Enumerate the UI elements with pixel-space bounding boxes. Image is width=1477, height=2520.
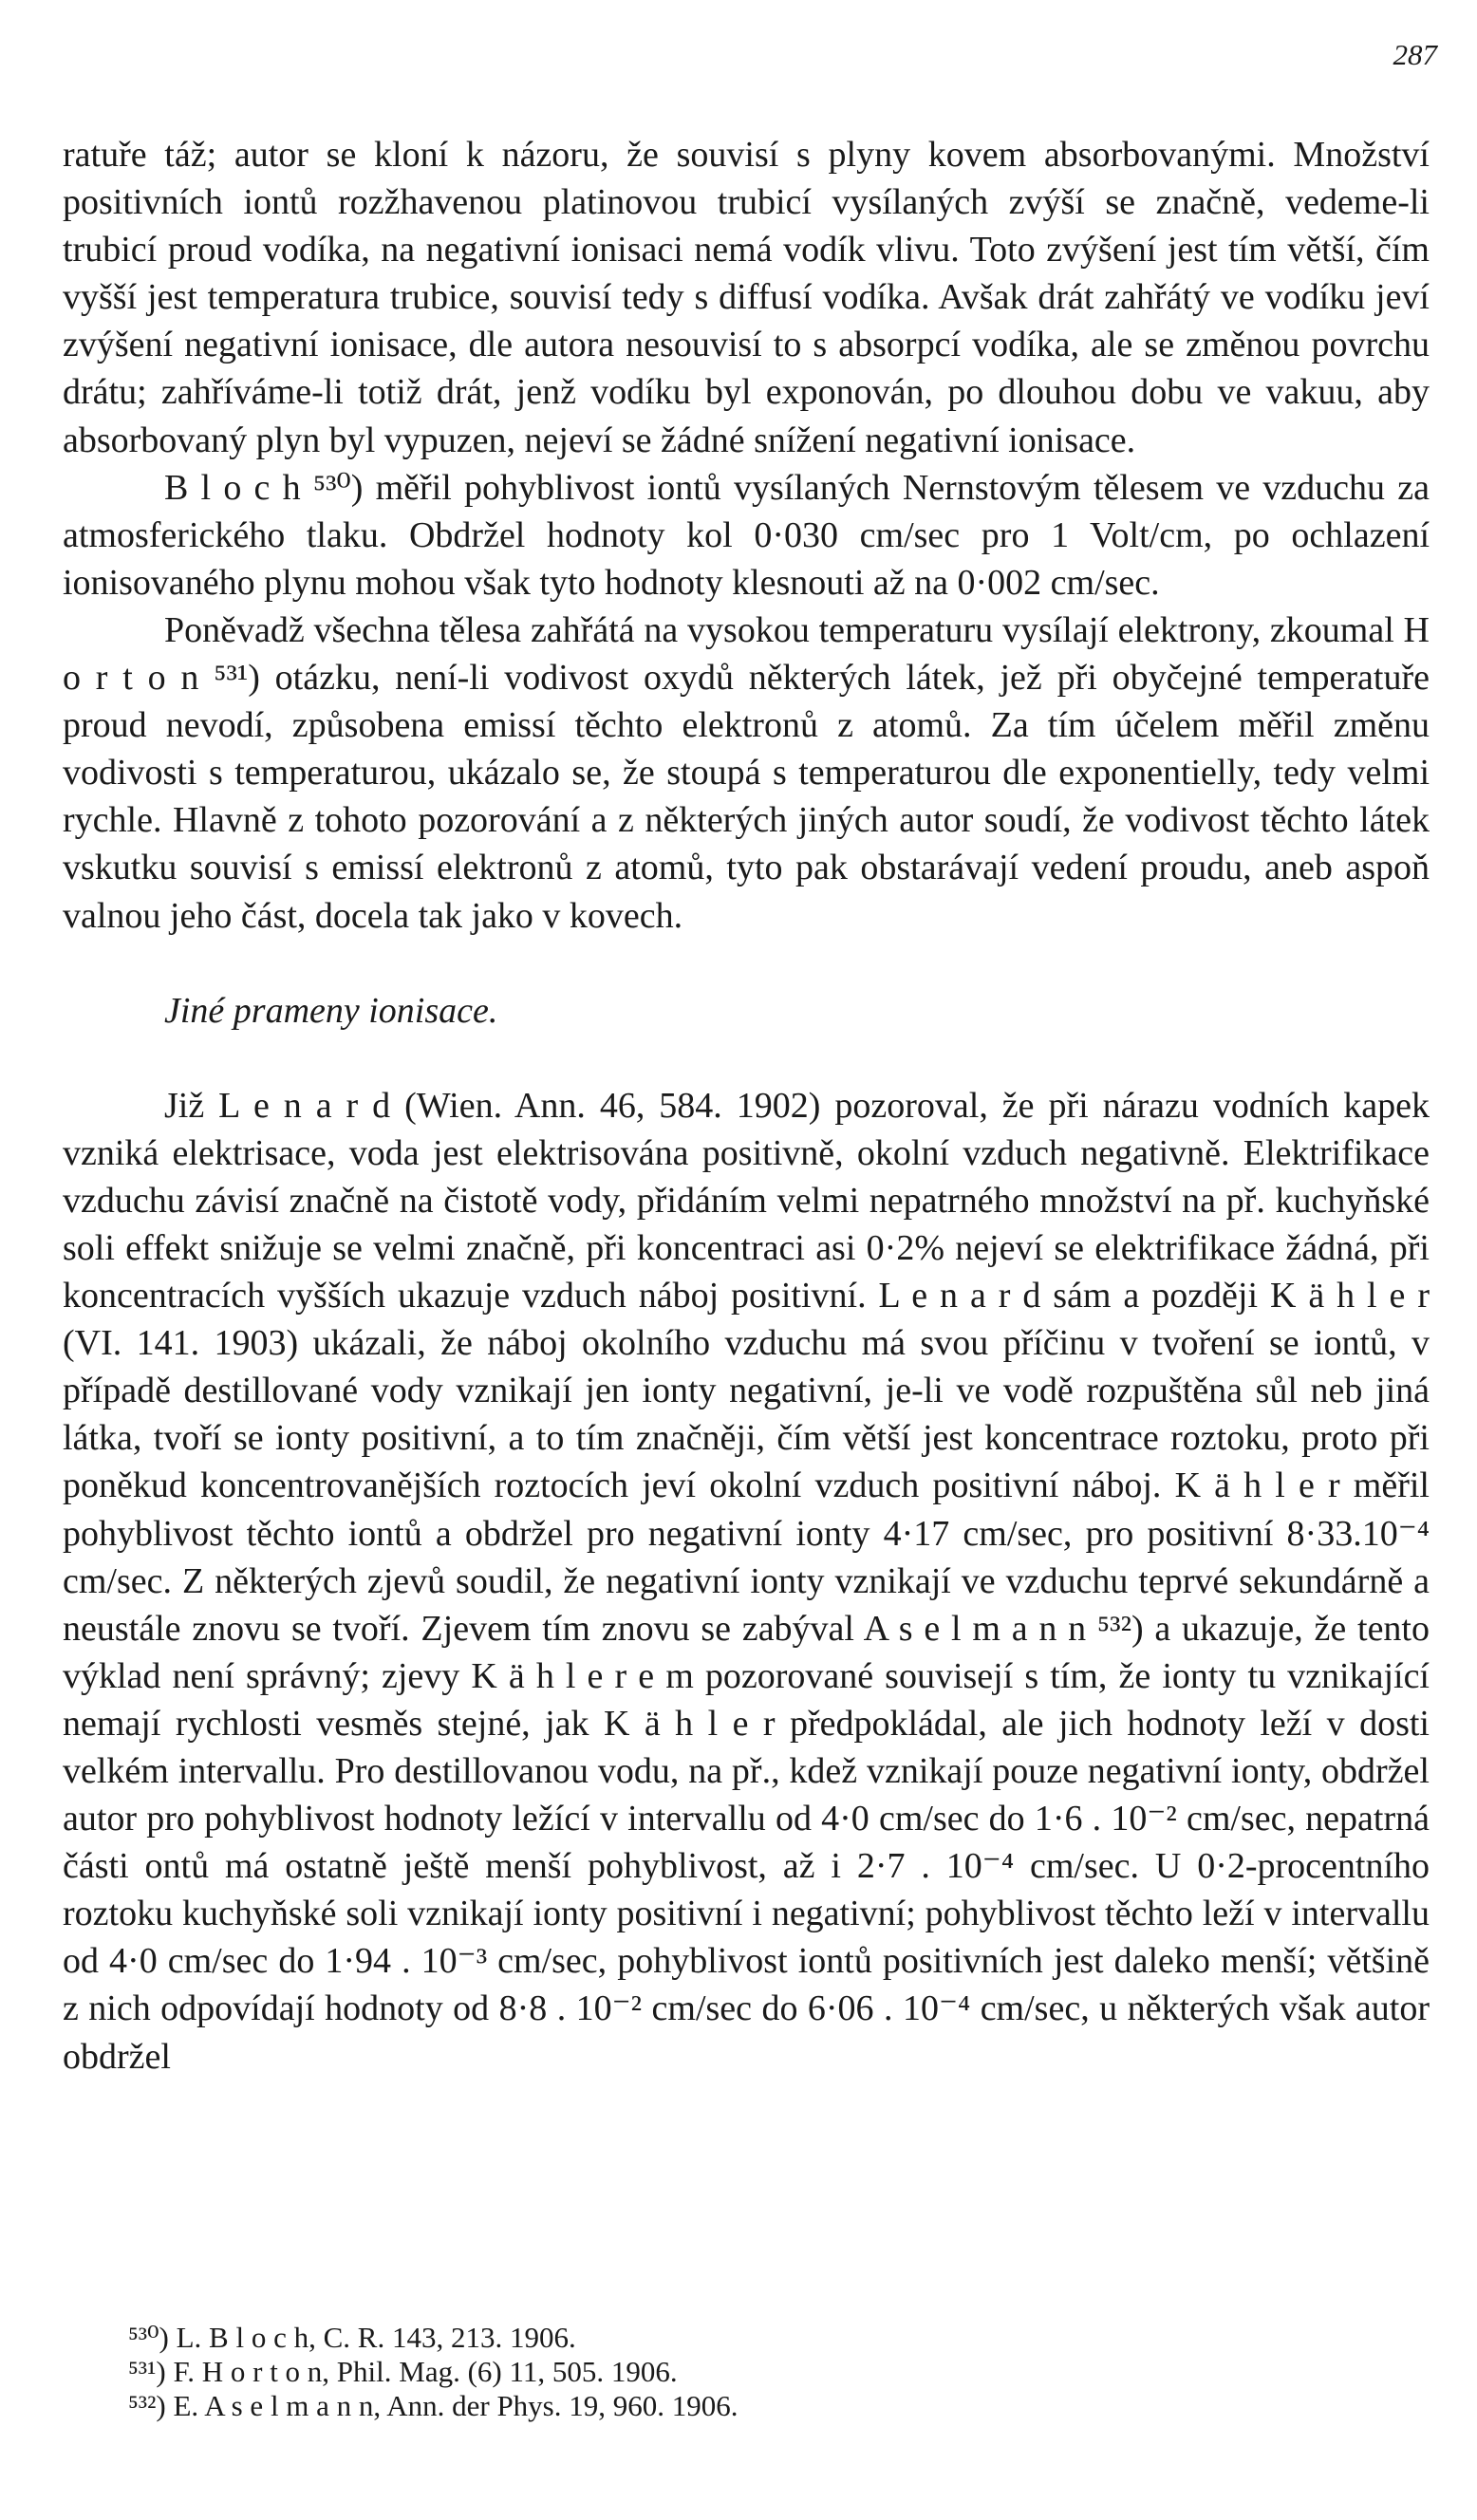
footnotes bbox=[128, 2321, 1362, 2423]
paragraph-1: ratuře táž; autor se kloní k názoru, že souvisí s plyny kovem absorbovanými. Množství positivních iontů rozžhavenou platinovou trubicí vysílaných zvýší se značně, vedeme-li trubicí proud vodíka, na negativní ionisaci nemá vodík vlivu. Toto zvýšení jest tím větší, čím vyšší jest temperatura trubice, souvisí tedy s diffusí vodíka. Avšak drát zahřátý ve vodíku jeví zvýšení negativní ionisace, dle autora nesouvisí to s absorpcí vodíka, ale se změnou povrchu drátu; zahříváme-li totiž drát, jenž vodíku byl exponován, po dlouhou dobu ve vakuu, aby absorbovaný plyn byl vypuzen, nejeví se žádné snížení negativní ionisace. bbox=[63, 135, 1430, 460]
footnote-530: ⁵³⁰) L. B l o c h, C. R. 143, 213. 1906. bbox=[128, 2321, 576, 2354]
paragraph-4: Již L e n a r d (Wien. Ann. 46, 584. 1902) pozoroval, že při nárazu vodních kapek vzniká elektrisace, voda jest elektrisována positivně, okolní vzduch negativně. Elektrifikace vzduchu závisí značně na čistotě vody, přidáním velmi nepatrného množství na př. kuchyňské soli effekt snižuje se velmi značně, při koncentraci asi 0·2% nejeví se elektrifikace žádná, při koncentracích vyšších ukazuje vzduch náboj positivní. L e n a r d sám a později K ä h l e r (VI. 141. 1903) ukázali, že náboj okolního vzduchu má svou příčinu v tvoření se iontů, v případě destillované vody vznikají jen ionty negativní, je-li ve vodě rozpuštěna sůl neb jiná látka, tvoří se ionty positivní, a to tím značněji, čím větší jest koncentrace roztoku, proto při poněkud koncentrovanějších roztocích jeví okolní vzduch positivní náboj. K ä h l e r měřil pohyblivost těchto iontů a obdržel pro negativní ionty 4·17 cm/sec, pro positivní 8·33.10⁻⁴ cm/sec. Z některých zjevů soudil, že negativní ionty vznikají ve vzduchu teprvé sekundárně a neustále znovu se tvoří. Zjevem tím znovu se zabýval A s e l m a n n ⁵³²) a ukazuje, že tento výklad není správný; zjevy K ä h l e r e m pozorované souvisejí s tím, že ionty tu vznikající nemají rychlosti vesměs stejné, jak K ä h l e r předpokládal, ale jich hodnoty leží v dosti velkém intervallu. Pro destillovanou vodu, na př., kdež vznikají pouze negativní ionty, obdržel autor pro pohyblivost hodnoty ležící v intervallu od 4·0 cm/sec do 1·6 . 10⁻² cm/sec, nepatrná části ontů má ostatně ještě menší pohyblivost, až i 2·7 . 10⁻⁴ cm/sec. U 0·2-procentního roztoku kuchyňské soli vznikají ionty positivní i negativní; pohyblivost těchto leží v intervallu od 4·0 cm/sec do 1·94 . 10⁻³ cm/sec, pohyblivost iontů positivních jest daleko menší; většině z nich odpovídají hodnoty od 8·8 . 10⁻² cm/sec do 6·06 . 10⁻⁴ cm/sec, u některých však autor obdržel bbox=[63, 1085, 1430, 2077]
body-text bbox=[63, 131, 1430, 2081]
section-heading: Jiné prameny ionisace. bbox=[164, 990, 498, 1031]
footnote-532: ⁵³²) E. A s e l m a n n, Ann. der Phys. 19, 960. 1906. bbox=[128, 2389, 738, 2422]
paragraph-2: B l o c h ⁵³⁰) měřil pohyblivost iontů vysílaných Nernstovým tělesem ve vzduchu za atmosferického tlaku. Obdržel hodnoty kol 0·030 cm/sec pro 1 Volt/cm, po ochlazení ionisovaného plynu mohou však tyto hodnoty klesnouti až na 0·002 cm/sec. bbox=[63, 467, 1430, 603]
paragraph-3: Poněvadž všechna tělesa zahřátá na vysokou temperaturu vysílají elektrony, zkoumal H o r t o n ⁵³¹) otázku, není-li vodivost oxydů některých látek, jež při obyčejné temperatuře proud nevodí, způsobena emissí těchto elektronů z atomů. Za tím účelem měřil změnu vodivosti s temperaturou, ukázalo se, že stoupá s temperaturou dle exponentielly, tedy velmi rychle. Hlavně z tohoto pozorování a z některých jiných autor soudí, že vodivost těchto látek vskutku souvisí s emissí elektronů z atomů, tyto pak obstarávají vedení proudu, aneb aspoň valnou jeho část, docela tak jako v kovech. bbox=[63, 609, 1430, 936]
page-number: 287 bbox=[1393, 38, 1437, 71]
footnote-531: ⁵³¹) F. H o r t o n, Phil. Mag. (6) 11, 505. 1906. bbox=[128, 2355, 678, 2388]
